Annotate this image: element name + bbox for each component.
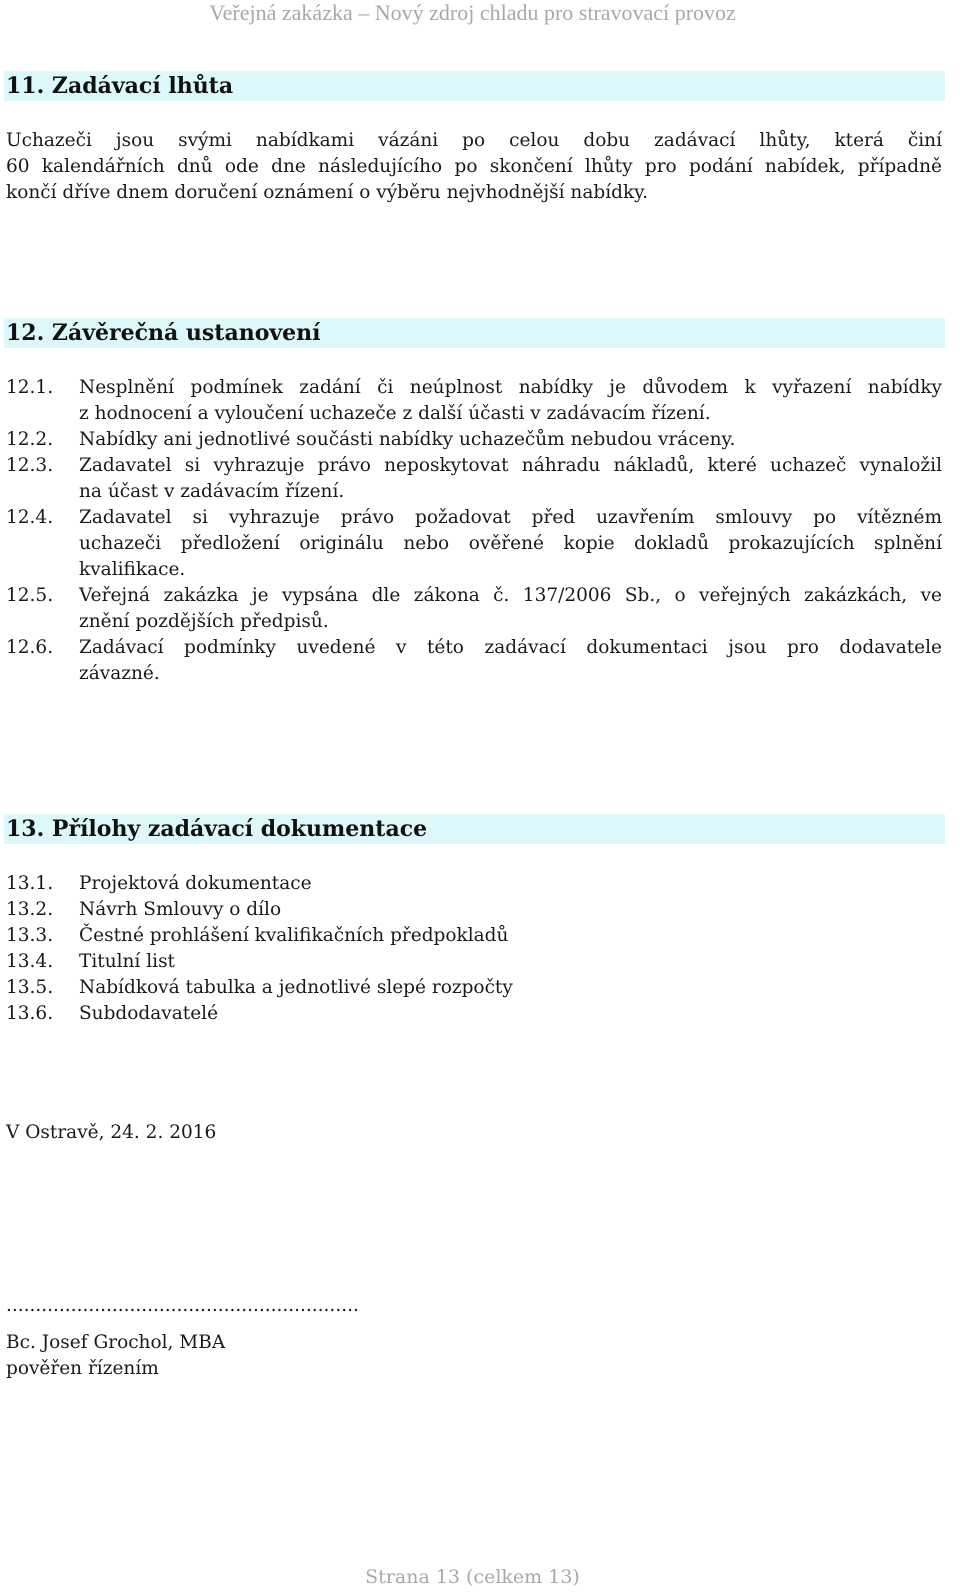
paragraph-line: 60 kalendářních dnů ode dne následujícího po skončení lhůty pro podání nabídek, případně — [6, 156, 942, 177]
item-text-line: Zadavatel si vyhrazuje právo požadovat před uzavřením smlouvy po vítězném — [79, 507, 942, 528]
list-item — [6, 975, 942, 1001]
item-text-line: uchazeči předložení originálu nebo ověřené kopie dokladů prokazujících splnění — [79, 533, 942, 554]
item-text — [79, 375, 942, 427]
item-text-line: Nabídková tabulka a jednotlivé slepé rozpočty — [79, 977, 513, 998]
place-and-date: V Ostravě, 24. 2. 2016 — [6, 1122, 217, 1143]
item-number: 13.6. — [6, 1003, 54, 1024]
item-text — [79, 975, 942, 1001]
list-item — [6, 1001, 942, 1027]
list-item — [6, 635, 942, 687]
page-number-footer: Strana 13 (celkem 13) — [365, 1566, 580, 1588]
signature-line: ............................................................ — [6, 1295, 359, 1316]
running-header-title: Veřejná zakázka – Nový zdroj chladu pro stravovací provoz — [209, 0, 736, 25]
list-item — [6, 949, 942, 975]
item-number: 12.6. — [6, 637, 54, 658]
list-item — [6, 453, 942, 505]
item-text-line: Subdodavatelé — [79, 1003, 219, 1024]
list-item — [6, 505, 942, 583]
section-12-list — [6, 375, 942, 687]
item-text — [79, 453, 942, 505]
item-number: 12.4. — [6, 507, 54, 528]
item-number: 13.5. — [6, 977, 54, 998]
item-number: 13.3. — [6, 925, 54, 946]
item-text — [79, 635, 942, 687]
item-text-line: Titulní list — [79, 951, 175, 972]
item-text-line: závazné. — [79, 663, 160, 684]
list-item — [6, 897, 942, 923]
signatory-name: Bc. Josef Grochol, MBA — [6, 1332, 226, 1353]
item-number: 12.3. — [6, 455, 54, 476]
item-text — [79, 897, 942, 923]
item-text-line: Veřejná zakázka je vypsána dle zákona č. 137/2006 Sb., o veřejných zakázkách, ve — [79, 585, 942, 606]
item-text-line: znění pozdějších předpisů. — [79, 611, 329, 632]
list-item — [6, 923, 942, 949]
item-text-line: Čestné prohlášení kvalifikačních předpokladů — [79, 925, 509, 946]
item-text-line: Návrh Smlouvy o dílo — [79, 899, 282, 920]
item-text-line: z hodnocení a vyloučení uchazeče z další účasti v zadávacím řízení. — [79, 403, 711, 424]
item-text-line: Zadávací podmínky uvedené v této zadávací dokumentaci jsou pro dodavatele — [79, 637, 942, 658]
item-text — [79, 583, 942, 635]
section-13-list — [6, 871, 942, 1027]
paragraph-line: končí dříve dnem doručení oznámení o výběru nejvhodnější nabídky. — [6, 182, 649, 203]
item-text-line: na účast v zadávacím řízení. — [79, 481, 345, 502]
item-text-line: Zadavatel si vyhrazuje právo neposkytovat náhradu nákladů, které uchazeč vynaložil — [79, 455, 942, 476]
paragraph-line: Uchazeči jsou svými nabídkami vázáni po celou dobu zadávací lhůty, která činí — [6, 130, 942, 151]
section-heading-12: 12. Závěrečná ustanovení — [4, 318, 945, 348]
item-number: 13.1. — [6, 873, 54, 894]
item-text — [79, 505, 942, 583]
item-text — [79, 871, 942, 897]
list-item — [6, 375, 942, 427]
item-number: 12.2. — [6, 429, 54, 450]
item-text-line: kvalifikace. — [79, 559, 186, 580]
item-text — [79, 923, 942, 949]
item-text — [79, 1001, 942, 1027]
list-item — [6, 583, 942, 635]
item-text — [79, 949, 942, 975]
item-number: 12.1. — [6, 377, 54, 398]
item-text-line: Projektová dokumentace — [79, 873, 312, 894]
list-item — [6, 871, 942, 897]
item-number: 13.4. — [6, 951, 54, 972]
list-item — [6, 427, 942, 453]
item-number: 12.5. — [6, 585, 54, 606]
item-text-line: Nesplnění podmínek zadání či neúplnost nabídky je důvodem k vyřazení nabídky — [79, 377, 942, 398]
item-number: 13.2. — [6, 899, 54, 920]
signatory-role: pověřen řízením — [6, 1358, 159, 1379]
section-heading-11: 11. Zadávací lhůta — [4, 71, 945, 101]
item-text — [79, 427, 942, 453]
section-11-paragraph — [6, 128, 942, 206]
item-text-line: Nabídky ani jednotlivé součásti nabídky uchazečům nebudou vráceny. — [79, 429, 736, 450]
section-heading-13: 13. Přílohy zadávací dokumentace — [4, 814, 945, 844]
